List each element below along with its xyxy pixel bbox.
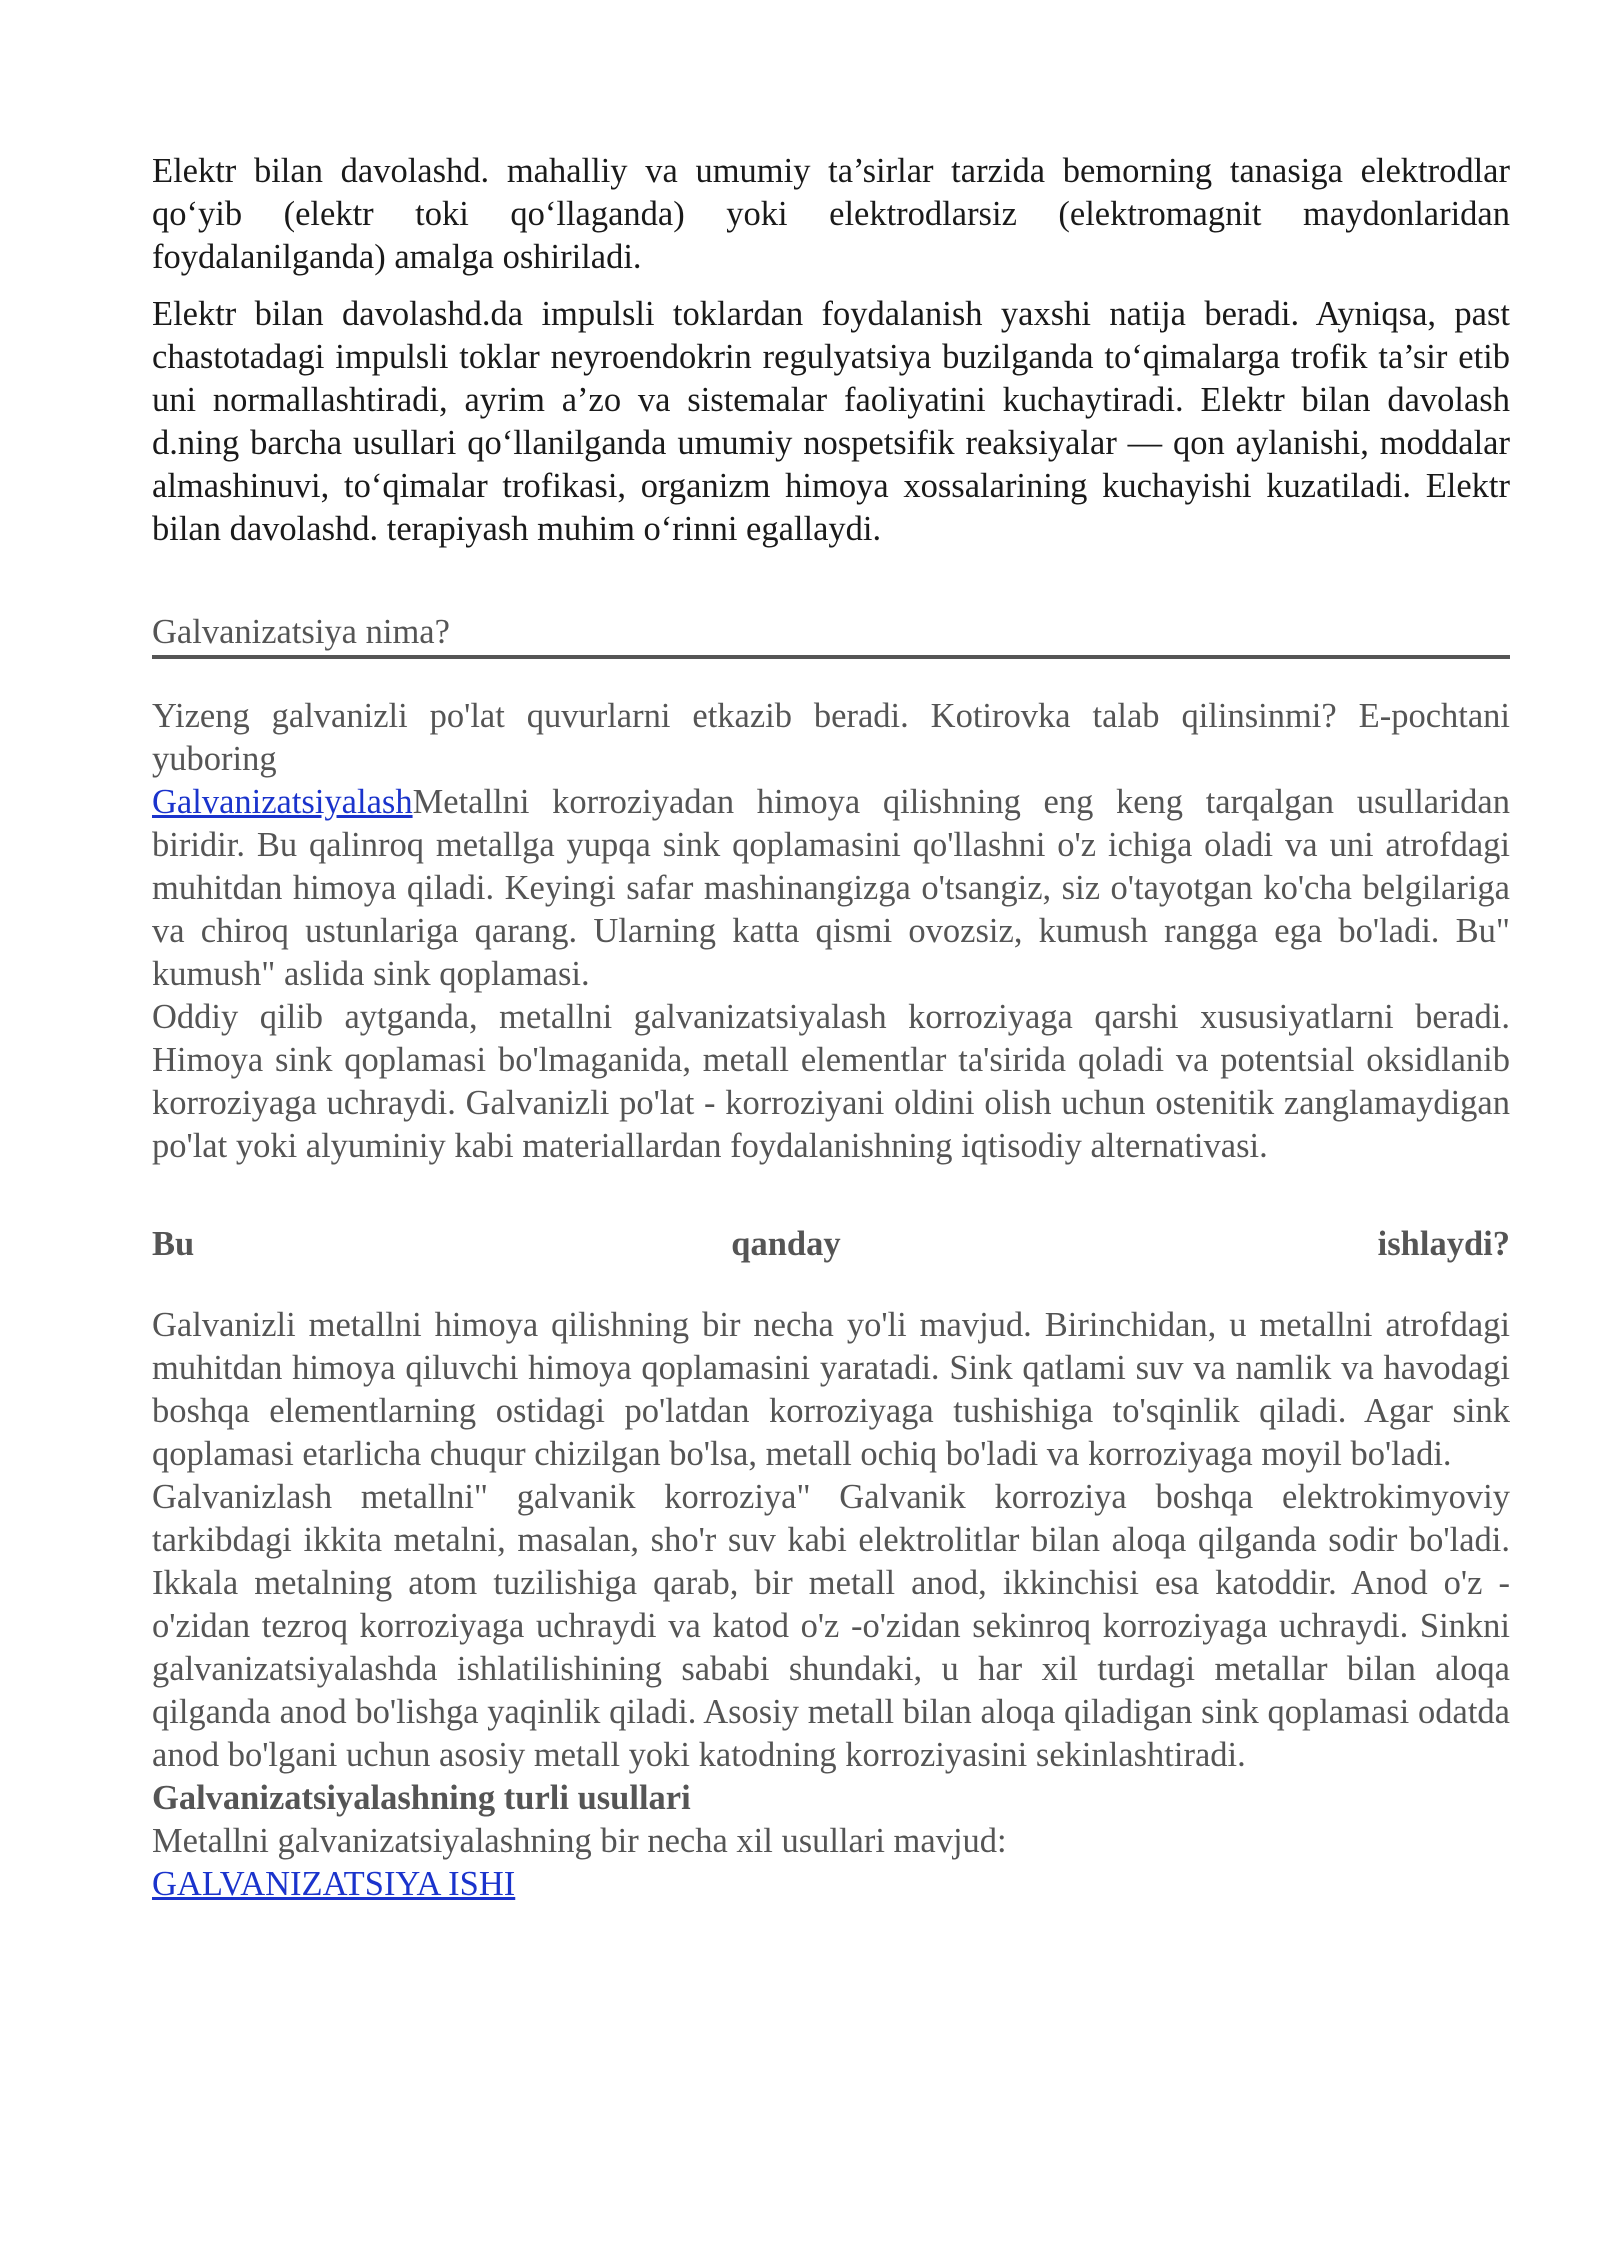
section2-paragraph-2: Galvanizlash metallni" galvanik korroziya" Galvanik korroziya boshqa elektrokimyoviy tarkibdagi ikkita metalni, masalan, sho'r suv kabi elektrolitlar bilan aloqa qilganda sodir bo'ladi. Ikkala metalning atom tuzilishiga qarab, bir metall anod, ikkinchisi esa katoddir. Anod o'z -o'zidan tezroq korroziyaga uchraydi va katod o'z -o'zidan sekinroq korroziyaga uchraydi. Sinkni galvanizatsiyalashda ishlatilishining sababi shundaki, u har xil turdagi metallar bilan aloqa qilganda anod bo'lishga yaqinlik qiladi. Asosiy metall bilan aloqa qiladigan sink qoplamasi odatda anod bo'lgani uchun asosiy metall yoki katodning korroziyasini sekinlashtiradi. [152, 1478, 1510, 1774]
galvanizatsiya-ishi-link[interactable]: GALVANIZATSIYA ISHI [152, 1865, 516, 1903]
heading-word-2: qanday [731, 1225, 841, 1263]
galvanizatsiyalash-link[interactable]: Galvanizatsiyalash [152, 783, 413, 821]
heading-word-1: Bu [152, 1225, 195, 1263]
intro-paragraph-2: Elektr bilan davolashd.da impulsli toklardan foydalanish yaxshi natija beradi. Ayniqsa, past chastotadagi impulsli toklar neyroendokrin regulyatsiya buzilganda to‘qimalarga trofik ta’sir etib uni normallashtiradi, ayrim a’zo va sistemalar faoliyatini kuchaytiradi. Elektr bilan davolash d.ning barcha usullari qo‘llanilganda umumiy nospetsifik reaksiyalar — qon aylanishi, moddalar almashinuvi, to‘qimalar trofikasi, organizm himoya xossalarining kuchayishi kuzatiladi. Elektr bilan davolashd. terapiyash muhim o‘rinni egallaydi. [152, 295, 1510, 548]
section1-paragraph-1 [152, 781, 1510, 996]
heading-word-3: ishlaydi? [1377, 1225, 1510, 1263]
intro-paragraph-1: Elektr bilan davolashd. mahalliy va umumiy ta’sirlar tarzida bemorning tanasiga elektrodlar qo‘yib (elektr toki qo‘llaganda) yoki elektrodlarsiz (elektromagnit maydonlaridan foydalanilganda) amalga oshiriladi. [152, 152, 1510, 276]
section-heading-galvanizatsiya: Galvanizatsiya nima? [152, 611, 1510, 659]
section-heading-how-it-works [152, 1223, 1510, 1266]
document-page [152, 150, 1510, 1906]
methods-intro: Metallni galvanizatsiyalashning bir necha xil usullari mavjud: [152, 1822, 1007, 1860]
section1-paragraph-2: Oddiy qilib aytganda, metallni galvanizatsiyalash korroziyaga qarshi xususiyatlarni beradi. Himoya sink qoplamasi bo'lmaganida, metall elementlar ta'sirida qoladi va potentsial oksidlanib korroziyaga uchraydi. Galvanizli po'lat - korroziyani oldini olish uchun ostenitik zanglamaydigan po'lat yoki alyuminiy kabi materiallardan foydalanishning iqtisodiy alternativasi. [152, 998, 1510, 1165]
section2-paragraph-1: Galvanizli metallni himoya qilishning bir necha yo'li mavjud. Birinchidan, u metallni atrofdagi muhitdan himoya qiluvchi himoya qoplamasini yaratadi. Sink qatlami suv va namlik va havodagi boshqa elementlarning ostidagi po'latdan korroziyaga tushishiga to'sqinlik qiladi. Agar sink qoplamasi etarlicha chuqur chizilgan bo'lsa, metall ochiq bo'ladi va korroziyaga moyil bo'ladi. [152, 1306, 1510, 1473]
section1-paragraph-1-text: Metallni korroziyadan himoya qilishning eng keng tarqalgan usullaridan biridir. Bu qalinroq metallga yupqa sink qoplamasini qo'llashni o'z ichiga oladi va uni atrofdagi muhitdan himoya qiladi. Keyingi safar mashinangizga o'tsangiz, siz o'tayotgan ko'cha belgilariga va chiroq ustunlariga qarang. Ularning katta qismi ovozsiz, kumush rangga ega bo'ladi. Bu" kumush" aslida sink qoplamasi. [152, 783, 1510, 993]
methods-subheading: Galvanizatsiyalashning turli usullari [152, 1779, 691, 1817]
section1-intro: Yizeng galvanizli po'lat quvurlarni etkazib beradi. Kotirovka talab qilinsinmi? E-pochtani yuboring [152, 697, 1510, 778]
final-link-line [152, 1863, 1510, 1906]
